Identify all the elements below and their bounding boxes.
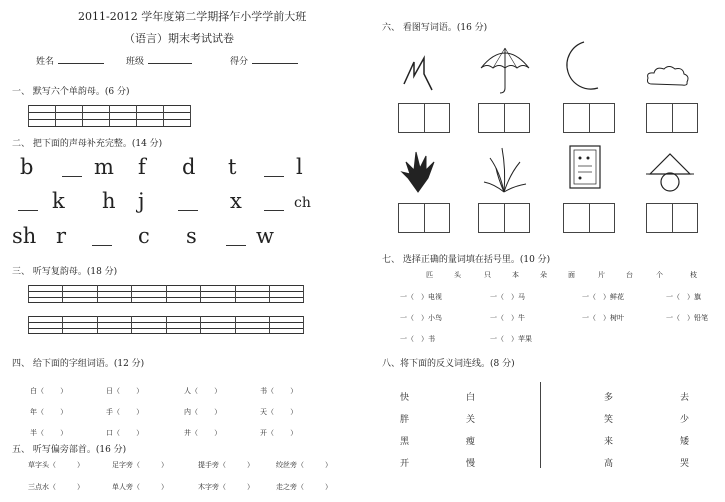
blank[interactable] xyxy=(62,176,82,177)
score-field[interactable] xyxy=(230,54,298,67)
section-3-heading: 三、 听写复韵母。(18 分) xyxy=(12,267,118,277)
measure-item[interactable]: 一（ ）苹果 xyxy=(490,335,532,343)
blank[interactable] xyxy=(18,210,38,211)
letter: w xyxy=(256,224,274,248)
word-item[interactable]: 半（ ） xyxy=(30,429,68,437)
page-title: 2011-2012 学年度第二学期择乍小学学前大班 xyxy=(78,10,307,23)
measure-word: 片 xyxy=(598,271,605,279)
antonym-word[interactable]: 少 xyxy=(680,415,690,425)
radical-item[interactable]: 走之旁（ ） xyxy=(276,483,332,491)
letter: b xyxy=(20,155,34,179)
measure-word: 朵 xyxy=(540,271,547,279)
antonym-word[interactable]: 关 xyxy=(466,415,476,425)
measure-word: 本 xyxy=(512,271,519,279)
word-item[interactable]: 书（ ） xyxy=(260,387,298,395)
section-8-heading: 八、将下面的反义词连线。(8 分) xyxy=(382,359,515,369)
antonym-word[interactable]: 开 xyxy=(400,459,410,469)
letter: j xyxy=(138,189,145,213)
letter: d xyxy=(182,155,196,179)
answer-box[interactable] xyxy=(398,203,450,233)
letter: h xyxy=(102,189,116,213)
word-item[interactable]: 天（ ） xyxy=(260,408,298,416)
antonym-word[interactable]: 胖 xyxy=(400,415,410,425)
measure-word: 面 xyxy=(568,271,575,279)
antonym-word[interactable]: 矮 xyxy=(680,437,690,447)
grass-icon xyxy=(398,148,438,194)
radical-item[interactable]: 三点水（ ） xyxy=(28,483,84,491)
measure-word: 只 xyxy=(484,271,491,279)
letter: l xyxy=(296,155,303,179)
word-item[interactable]: 内（ ） xyxy=(184,408,222,416)
measure-item[interactable]: 一（ ）旗 xyxy=(666,293,701,301)
antonym-word[interactable]: 快 xyxy=(400,393,410,403)
name-field[interactable] xyxy=(36,54,104,67)
four-line-grid-1[interactable] xyxy=(28,105,191,127)
letter: s xyxy=(186,224,197,248)
blank[interactable] xyxy=(226,245,246,246)
word-item[interactable]: 井（ ） xyxy=(184,429,222,437)
radical-item[interactable]: 草字头（ ） xyxy=(28,461,84,469)
measure-item[interactable]: 一（ ）树叶 xyxy=(582,314,624,322)
blackboard-icon xyxy=(568,144,604,192)
antonym-word[interactable]: 多 xyxy=(604,393,614,403)
word-item[interactable]: 手（ ） xyxy=(106,408,144,416)
page-subtitle: （语言）期末考试试卷 xyxy=(124,32,234,45)
measure-item[interactable]: 一（ ）书 xyxy=(400,335,435,343)
letter: x xyxy=(230,189,242,213)
blank[interactable] xyxy=(92,245,112,246)
plant-icon xyxy=(480,144,528,194)
answer-box[interactable] xyxy=(646,103,698,133)
measure-item[interactable]: 一（ ）牛 xyxy=(490,314,525,322)
word-item[interactable]: 白（ ） xyxy=(30,387,68,395)
letter: f xyxy=(138,155,146,179)
sun-hat-icon xyxy=(646,150,694,196)
word-item[interactable]: 人（ ） xyxy=(184,387,222,395)
radical-item[interactable]: 绞丝旁（ ） xyxy=(276,461,332,469)
answer-box[interactable] xyxy=(563,103,615,133)
antonym-word[interactable]: 瘦 xyxy=(466,437,476,447)
measure-item[interactable]: 一（ ）鲜花 xyxy=(582,293,624,301)
cloud-icon xyxy=(646,64,690,90)
letter: m xyxy=(94,155,114,179)
antonym-word[interactable]: 来 xyxy=(604,437,614,447)
measure-word: 匹 xyxy=(426,271,433,279)
section-1-heading: 一、 默写六个单韵母。(6 分) xyxy=(12,87,130,97)
antonym-word[interactable]: 白 xyxy=(466,393,476,403)
moon-icon xyxy=(562,40,602,94)
answer-box[interactable] xyxy=(563,203,615,233)
radical-item[interactable]: 单人旁（ ） xyxy=(112,483,168,491)
antonym-word[interactable]: 笑 xyxy=(604,415,614,425)
blank[interactable] xyxy=(264,176,284,177)
measure-item[interactable]: 一（ ）马 xyxy=(490,293,525,301)
antonym-word[interactable]: 黑 xyxy=(400,437,410,447)
class-field[interactable] xyxy=(126,54,192,67)
answer-box[interactable] xyxy=(646,203,698,233)
word-item[interactable]: 口（ ） xyxy=(106,429,144,437)
blank[interactable] xyxy=(264,210,284,211)
answer-box[interactable] xyxy=(478,103,530,133)
umbrella-icon xyxy=(478,44,532,96)
antonym-word[interactable]: 哭 xyxy=(680,459,690,469)
section-7-heading: 七、 选择正确的量词填在括号里。(10 分) xyxy=(382,255,551,265)
measure-word: 枝 xyxy=(690,271,697,279)
antonym-word[interactable]: 去 xyxy=(680,393,690,403)
name-label: 姓名 xyxy=(36,57,55,67)
section-4-heading: 四、 给下面的字组词语。(12 分) xyxy=(12,359,145,369)
letter: t xyxy=(228,155,237,179)
letter: c xyxy=(138,224,150,248)
measure-item[interactable]: 一（ ）小鸟 xyxy=(400,314,442,322)
letter: sh xyxy=(12,224,37,248)
section-5-heading: 五、 听写偏旁部首。(16 分) xyxy=(12,445,127,455)
four-line-grid-2[interactable] xyxy=(28,285,304,303)
measure-word: 台 xyxy=(626,271,633,279)
lightning-icon xyxy=(400,54,436,94)
word-item[interactable]: 开（ ） xyxy=(260,429,298,437)
antonym-word[interactable]: 高 xyxy=(604,459,614,469)
section-6-heading: 六、 看图写词语。(16 分) xyxy=(382,23,488,33)
blank[interactable] xyxy=(178,210,198,211)
measure-item[interactable]: 一（ ）铅笔 xyxy=(666,314,708,322)
letter: ch xyxy=(294,195,311,211)
letter: k xyxy=(52,189,65,213)
word-item[interactable]: 日（ ） xyxy=(106,387,144,395)
section-2-heading: 二、 把下面的声母补充完整。(14 分) xyxy=(12,139,163,149)
four-line-grid-3[interactable] xyxy=(28,316,304,334)
answer-box[interactable] xyxy=(478,203,530,233)
measure-item[interactable]: 一（ ）电视 xyxy=(400,293,442,301)
radical-item[interactable]: 提手旁（ ） xyxy=(198,461,254,469)
answer-box[interactable] xyxy=(398,103,450,133)
word-item[interactable]: 年（ ） xyxy=(30,408,68,416)
measure-word: 头 xyxy=(454,271,461,279)
class-label: 班级 xyxy=(126,57,145,67)
radical-item[interactable]: 木字旁（ ） xyxy=(198,483,254,491)
letter: r xyxy=(56,224,67,248)
divider xyxy=(540,382,541,468)
radical-item[interactable]: 足字旁（ ） xyxy=(112,461,168,469)
score-label: 得分 xyxy=(230,57,249,67)
antonym-word[interactable]: 慢 xyxy=(466,459,476,469)
measure-word: 个 xyxy=(656,271,663,279)
